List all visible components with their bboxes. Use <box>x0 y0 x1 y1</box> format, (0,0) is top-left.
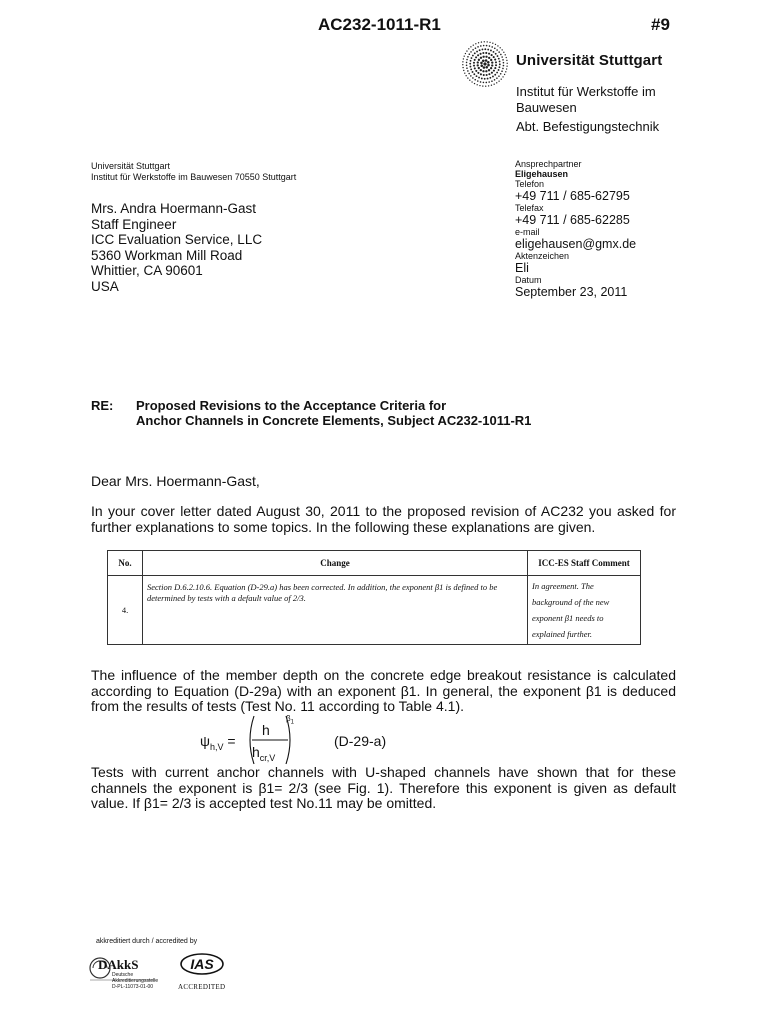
sender-line-2: Institut für Werkstoffe im Bauwesen 70550 Stuttgart <box>91 172 297 182</box>
equation-psi: ψ <box>200 733 210 749</box>
equation-denominator-base: h <box>252 744 260 760</box>
equation-denominator-sub: cr,V <box>259 752 276 763</box>
contact-block <box>515 159 715 299</box>
recipient-country: USA <box>91 278 119 294</box>
phone-value: +49 711 / 685-62795 <box>515 189 630 203</box>
university-seal-logo <box>460 40 510 88</box>
subject-line-1: Proposed Revisions to the Acceptance Criteria for <box>136 398 447 413</box>
row-number: 4. <box>108 576 143 645</box>
equation-numerator: h <box>262 722 270 738</box>
subject-label: RE: <box>91 398 114 413</box>
equation-psi-sub: h,V <box>209 741 224 752</box>
document-number: #9 <box>651 15 670 34</box>
table-row <box>108 576 641 645</box>
dakks-sub-3: D-PL-11073-01-00 <box>112 984 154 990</box>
dakks-name: DAkkS <box>98 957 139 972</box>
department-name: Abt. Befestigungstechnik <box>516 119 660 134</box>
reference-value: Eli <box>515 261 529 275</box>
email-value: eligehausen@gmx.de <box>515 237 637 251</box>
paragraph-influence: The influence of the member depth on the concrete edge breakout resistance is calculated according to Equation (D-29a) with an exponent β1. In general, the exponent β1 is deduced from the results of tests (Test No. 11 according to Table 4.1). <box>91 667 676 714</box>
contact-label: Ansprechpartner <box>515 159 582 169</box>
equation-equals: = <box>227 733 236 749</box>
equation-exponent <box>286 714 294 726</box>
dakks-sub-1: Deutsche <box>112 972 134 978</box>
email-label: e-mail <box>515 227 540 237</box>
recipient-org: ICC Evaluation Service, LLC <box>91 232 263 247</box>
date-value: September 23, 2011 <box>515 285 628 299</box>
phone-label: Telefon <box>515 179 545 189</box>
fax-value: +49 711 / 685-62285 <box>515 213 630 227</box>
paragraph-intro: In your cover letter dated August 30, 2011 to the proposed revision of AC232 you asked for further explanations to some topics. In the following these explanations are given. <box>91 503 676 535</box>
equation-denominator <box>252 744 275 763</box>
comment-table <box>107 550 641 645</box>
university-name: Universität Stuttgart <box>516 52 663 69</box>
equation-label: (D-29-a) <box>334 733 387 749</box>
dakks-sub-2: Akkreditierungsstelle <box>112 978 159 984</box>
institute-name: Institut für Werkstoffe im Bauwesen <box>516 84 656 115</box>
recipient-name: Mrs. Andra Hoermann-Gast <box>91 201 257 216</box>
equation-lhs <box>200 733 236 752</box>
paragraph-tests: Tests with current anchor channels with U-shaped channels have shown that for these channels the exponent is β1= 2/3 (see Fig. 1). Therefore this exponent is given as default value. If β1= 2/3 is accepted test No.11 may be omitted. <box>91 764 676 811</box>
contact-value: Eligehausen <box>515 169 569 179</box>
dakks-subtitle <box>112 972 158 990</box>
equation-exponent-sub: 1 <box>290 719 294 726</box>
accreditation-caption: akkreditiert durch / accredited by <box>96 938 198 945</box>
svg-text:IAS: IAS <box>190 956 214 972</box>
recipient-street: 5360 Workman Mill Road <box>91 247 243 263</box>
table-header-no: No. <box>108 551 143 576</box>
row-change: Section D.6.2.10.6. Equation (D-29.a) has been corrected. In addition, the exponent β1 is defined to be determined by tests with a default value of 2/3. <box>143 576 528 645</box>
row-comment: In agreement. The background of the new exponent β1 needs to explained further. <box>528 576 641 645</box>
subject-line-2: Anchor Channels in Concrete Elements, Subject AC232-1011-R1 <box>136 413 532 428</box>
document-id: AC232-1011-R1 <box>318 15 441 34</box>
equation-exponent-base: β <box>286 714 291 723</box>
recipient-city: Whittier, CA 90601 <box>91 263 203 278</box>
recipient-title: Staff Engineer <box>91 216 177 232</box>
ias-accredited-text: ACCREDITED <box>178 983 226 991</box>
reference-label: Aktenzeichen <box>515 251 570 261</box>
date-label: Datum <box>515 275 542 285</box>
sender-return-address <box>91 161 296 183</box>
greeting: Dear Mrs. Hoermann-Gast, <box>91 473 260 489</box>
sender-line-1: Universität Stuttgart <box>91 161 171 171</box>
table-header-comment: ICC-ES Staff Comment <box>528 551 641 576</box>
fax-label: Telefax <box>515 203 544 213</box>
ias-logo <box>178 950 226 978</box>
recipient-address <box>91 201 262 294</box>
table-header-change: Change <box>143 551 528 576</box>
